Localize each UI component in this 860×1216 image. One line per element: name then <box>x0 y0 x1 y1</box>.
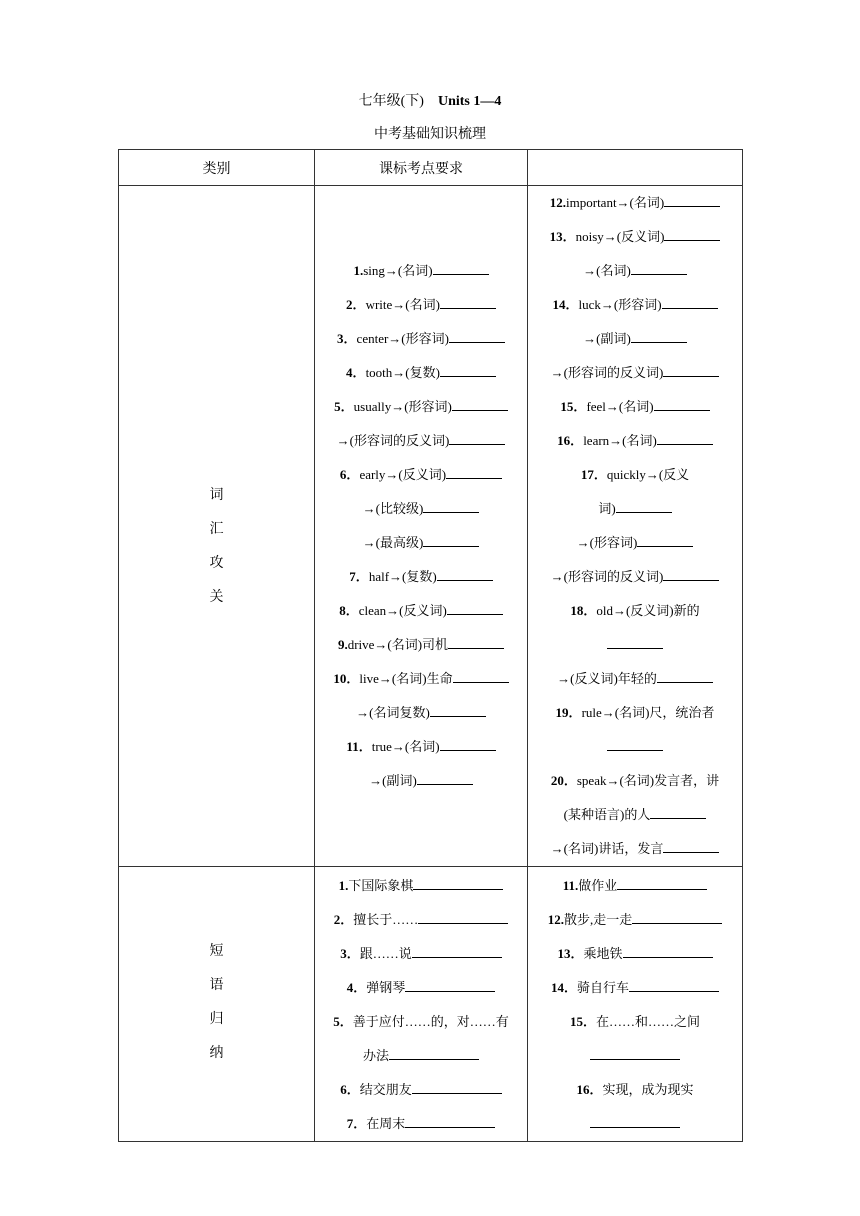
list-item <box>528 390 742 424</box>
answer-blank[interactable] <box>412 1081 502 1094</box>
item-text: speak→(名词)发言者，讲 <box>576 773 720 788</box>
answer-blank[interactable] <box>412 945 502 958</box>
list-item <box>528 1073 742 1107</box>
category-char: 归 <box>209 1011 224 1027</box>
list-item <box>528 937 742 971</box>
category-char: 关 <box>209 589 224 605</box>
answer-blank[interactable] <box>664 194 720 207</box>
list-item <box>528 288 742 322</box>
item-number: 19． <box>555 705 582 720</box>
list-item <box>315 628 527 662</box>
item-text: drive→(名词)司机 <box>347 637 449 652</box>
list-item <box>315 526 527 560</box>
list-item <box>528 424 742 458</box>
answer-blank[interactable] <box>637 534 693 547</box>
item-text: 散步,走一走 <box>563 912 633 927</box>
item-text: 做作业 <box>578 878 618 893</box>
item-text: →(比较级) <box>362 501 424 516</box>
answer-blank[interactable] <box>389 1047 479 1060</box>
answer-blank[interactable] <box>663 364 719 377</box>
answer-blank[interactable] <box>453 670 509 683</box>
item-text: live→(名词)生命 <box>359 671 453 686</box>
answer-blank[interactable] <box>423 534 479 547</box>
list-item <box>528 764 742 798</box>
list-item <box>315 322 527 356</box>
item-text: feel→(名词) <box>586 399 654 414</box>
item-text: →(副词) <box>583 331 631 346</box>
vocab-right-cell <box>528 186 743 867</box>
item-number: 20． <box>550 773 577 788</box>
category-char: 短 <box>209 943 224 959</box>
item-text: important→(名词) <box>566 195 665 210</box>
item-text: →(形容词) <box>576 535 638 550</box>
list-item <box>528 594 742 628</box>
answer-blank[interactable] <box>449 432 505 445</box>
answer-blank[interactable] <box>590 1115 680 1128</box>
item-text: 结交朋友 <box>359 1082 412 1097</box>
item-text: 在……和……之间 <box>596 1014 701 1029</box>
list-item <box>315 764 527 798</box>
answer-blank[interactable] <box>617 877 707 890</box>
list-item <box>315 869 527 903</box>
item-number: 1. <box>353 263 364 278</box>
answer-blank[interactable] <box>417 772 473 785</box>
category-char: 词 <box>209 487 224 503</box>
item-text: 弹钢琴 <box>366 980 406 995</box>
list-item <box>528 662 742 696</box>
table-header-row <box>119 150 743 186</box>
list-item <box>315 1073 527 1107</box>
list-item <box>315 390 527 424</box>
list-item <box>315 560 527 594</box>
item-text: 善于应付……的，对……有 <box>352 1014 509 1029</box>
list-item <box>528 560 742 594</box>
item-text: usually→(形容词) <box>353 399 452 414</box>
item-text: tooth→(复数) <box>365 365 440 380</box>
item-text: →(最高级) <box>362 535 424 550</box>
item-number: 14． <box>552 297 579 312</box>
answer-blank[interactable] <box>663 568 719 581</box>
answer-blank[interactable] <box>662 296 718 309</box>
item-text: early→(反义词) <box>359 467 447 482</box>
answer-blank[interactable] <box>607 636 663 649</box>
item-text: →(形容词的反义词) <box>550 569 664 584</box>
list-item <box>315 492 527 526</box>
list-item <box>528 186 742 220</box>
list-item <box>315 730 527 764</box>
item-text: 擅长于…… <box>353 912 419 927</box>
answer-blank[interactable] <box>430 704 486 717</box>
item-number: 5． <box>334 399 354 414</box>
category-char: 纳 <box>209 1045 224 1061</box>
answer-blank[interactable] <box>631 262 687 275</box>
item-text: write→(名词) <box>365 297 440 312</box>
item-number: 18． <box>570 603 597 618</box>
item-text: 实现，成为现实 <box>602 1082 694 1097</box>
answer-blank[interactable] <box>440 364 496 377</box>
answer-blank[interactable] <box>663 840 719 853</box>
item-number: 3． <box>337 331 357 346</box>
knowledge-table <box>118 149 743 1142</box>
item-text: 乘地铁 <box>583 946 623 961</box>
item-number: 11. <box>562 878 579 893</box>
answer-blank[interactable] <box>657 432 713 445</box>
item-text: →(形容词的反义词) <box>550 365 664 380</box>
list-item <box>528 628 742 662</box>
list-item <box>315 971 527 1005</box>
list-item <box>528 356 742 390</box>
list-item <box>528 903 742 937</box>
list-item <box>528 730 742 764</box>
list-item <box>315 254 527 288</box>
item-number: 3． <box>340 946 360 961</box>
grade-label: 七年级(下) <box>358 94 424 109</box>
item-number: 16． <box>557 433 584 448</box>
category-char: 汇 <box>209 521 224 537</box>
header-category: 类别 <box>119 150 315 186</box>
answer-blank[interactable] <box>590 1047 680 1060</box>
answer-blank[interactable] <box>440 738 496 751</box>
answer-blank[interactable] <box>632 911 722 924</box>
item-text: clean→(反义词) <box>358 603 447 618</box>
list-item <box>528 254 742 288</box>
item-text: learn→(名词) <box>583 433 657 448</box>
vocab-left-cell <box>315 186 528 867</box>
answer-blank[interactable] <box>405 1115 495 1128</box>
answer-blank[interactable] <box>405 979 495 992</box>
item-number: 4． <box>346 980 367 995</box>
item-number: 13． <box>549 229 576 244</box>
item-number: 8． <box>339 603 359 618</box>
list-item <box>528 220 742 254</box>
answer-blank[interactable] <box>418 911 508 924</box>
phrases-left-cell <box>315 867 528 1142</box>
item-number: 9. <box>337 637 348 652</box>
answer-blank[interactable] <box>657 670 713 683</box>
list-item <box>528 1005 742 1039</box>
vocab-category-cell <box>119 186 315 867</box>
answer-blank[interactable] <box>616 500 672 513</box>
category-char: 语 <box>209 977 224 993</box>
list-item <box>528 492 742 526</box>
item-number: 15． <box>569 1014 596 1029</box>
item-number: 14． <box>550 980 577 995</box>
item-number: 6． <box>339 467 360 482</box>
page-subtitle: 中考基础知识梳理 <box>374 127 486 142</box>
item-number: 15． <box>560 399 587 414</box>
item-text: center→(形容词) <box>356 331 449 346</box>
list-item <box>528 1039 742 1073</box>
item-text: 词) <box>598 501 616 516</box>
list-item <box>315 937 527 971</box>
answer-blank[interactable] <box>650 806 706 819</box>
list-item <box>528 832 742 866</box>
item-number: 13． <box>557 946 584 961</box>
list-item <box>315 903 527 937</box>
item-text: rule→(名词)尺，统治者 <box>581 705 715 720</box>
item-number: 2． <box>333 912 354 927</box>
answer-blank[interactable] <box>433 262 489 275</box>
item-number: 10． <box>333 671 360 686</box>
category-char: 攻 <box>209 555 224 571</box>
answer-blank[interactable] <box>448 636 504 649</box>
list-item <box>315 1039 527 1073</box>
list-item <box>315 1107 527 1141</box>
answer-blank[interactable] <box>423 500 479 513</box>
answer-blank[interactable] <box>446 466 502 479</box>
list-item <box>528 322 742 356</box>
list-item <box>315 424 527 458</box>
item-text: 跟……说 <box>359 946 412 961</box>
answer-blank[interactable] <box>654 398 710 411</box>
item-text: quickly→(反义 <box>606 467 690 482</box>
list-item <box>315 662 527 696</box>
item-text: →(副词) <box>369 773 417 788</box>
item-text: →(反义词)年轻的 <box>557 671 657 686</box>
list-item <box>528 526 742 560</box>
list-item <box>528 798 742 832</box>
answer-blank[interactable] <box>629 979 719 992</box>
list-item <box>528 696 742 730</box>
list-item <box>315 594 527 628</box>
item-number: 6． <box>340 1082 360 1097</box>
header-requirements: 课标考点要求 <box>315 150 528 186</box>
item-number: 16． <box>576 1082 603 1097</box>
list-item <box>315 288 527 322</box>
item-text: noisy→(反义词) <box>575 229 665 244</box>
list-item <box>315 696 527 730</box>
answer-blank[interactable] <box>447 602 503 615</box>
item-number: 17． <box>580 467 607 482</box>
list-item <box>528 1107 742 1141</box>
answer-blank[interactable] <box>413 877 503 890</box>
phrases-row <box>119 867 743 1142</box>
item-number: 7． <box>346 1116 367 1131</box>
item-text: 下国际象棋 <box>348 878 414 893</box>
item-number: 5． <box>333 1014 353 1029</box>
item-number: 1. <box>338 878 349 893</box>
answer-blank[interactable] <box>664 228 720 241</box>
list-item <box>315 1005 527 1039</box>
phrases-category-cell <box>119 867 315 1142</box>
list-item <box>528 458 742 492</box>
list-item <box>315 458 527 492</box>
item-number: 2． <box>346 297 366 312</box>
answer-blank[interactable] <box>437 568 493 581</box>
item-text: old→(反义词)新的 <box>596 603 700 618</box>
answer-blank[interactable] <box>607 738 663 751</box>
item-text: sing→(名词) <box>363 263 433 278</box>
item-text: 办法 <box>362 1048 389 1063</box>
item-text: 骑自行车 <box>577 980 630 995</box>
header-extra <box>528 150 743 186</box>
item-text: →(名词) <box>583 263 631 278</box>
item-text: luck→(形容词) <box>578 297 662 312</box>
vocab-row <box>119 186 743 867</box>
item-text: half→(复数) <box>368 569 437 584</box>
item-number: 4． <box>346 365 366 380</box>
item-number: 12. <box>549 195 567 210</box>
list-item <box>528 971 742 1005</box>
page-title <box>0 90 860 110</box>
answer-blank[interactable] <box>631 330 687 343</box>
answer-blank[interactable] <box>623 945 713 958</box>
item-text: →(形容词的反义词) <box>336 433 450 448</box>
answer-blank[interactable] <box>452 398 508 411</box>
item-text: →(名词)讲话，发言 <box>550 841 664 856</box>
item-text: (某种语言)的人 <box>563 807 651 822</box>
list-item <box>315 356 527 390</box>
answer-blank[interactable] <box>440 296 496 309</box>
answer-blank[interactable] <box>449 330 505 343</box>
phrases-right-cell <box>528 867 743 1142</box>
item-text: 在周末 <box>366 1116 406 1131</box>
list-item <box>528 869 742 903</box>
item-number: 11． <box>346 739 372 754</box>
item-text: →(名词复数) <box>356 705 430 720</box>
item-text: true→(名词) <box>371 739 440 754</box>
units-label: Units 1—4 <box>437 94 502 109</box>
item-number: 12. <box>547 912 564 927</box>
item-number: 7． <box>349 569 369 584</box>
